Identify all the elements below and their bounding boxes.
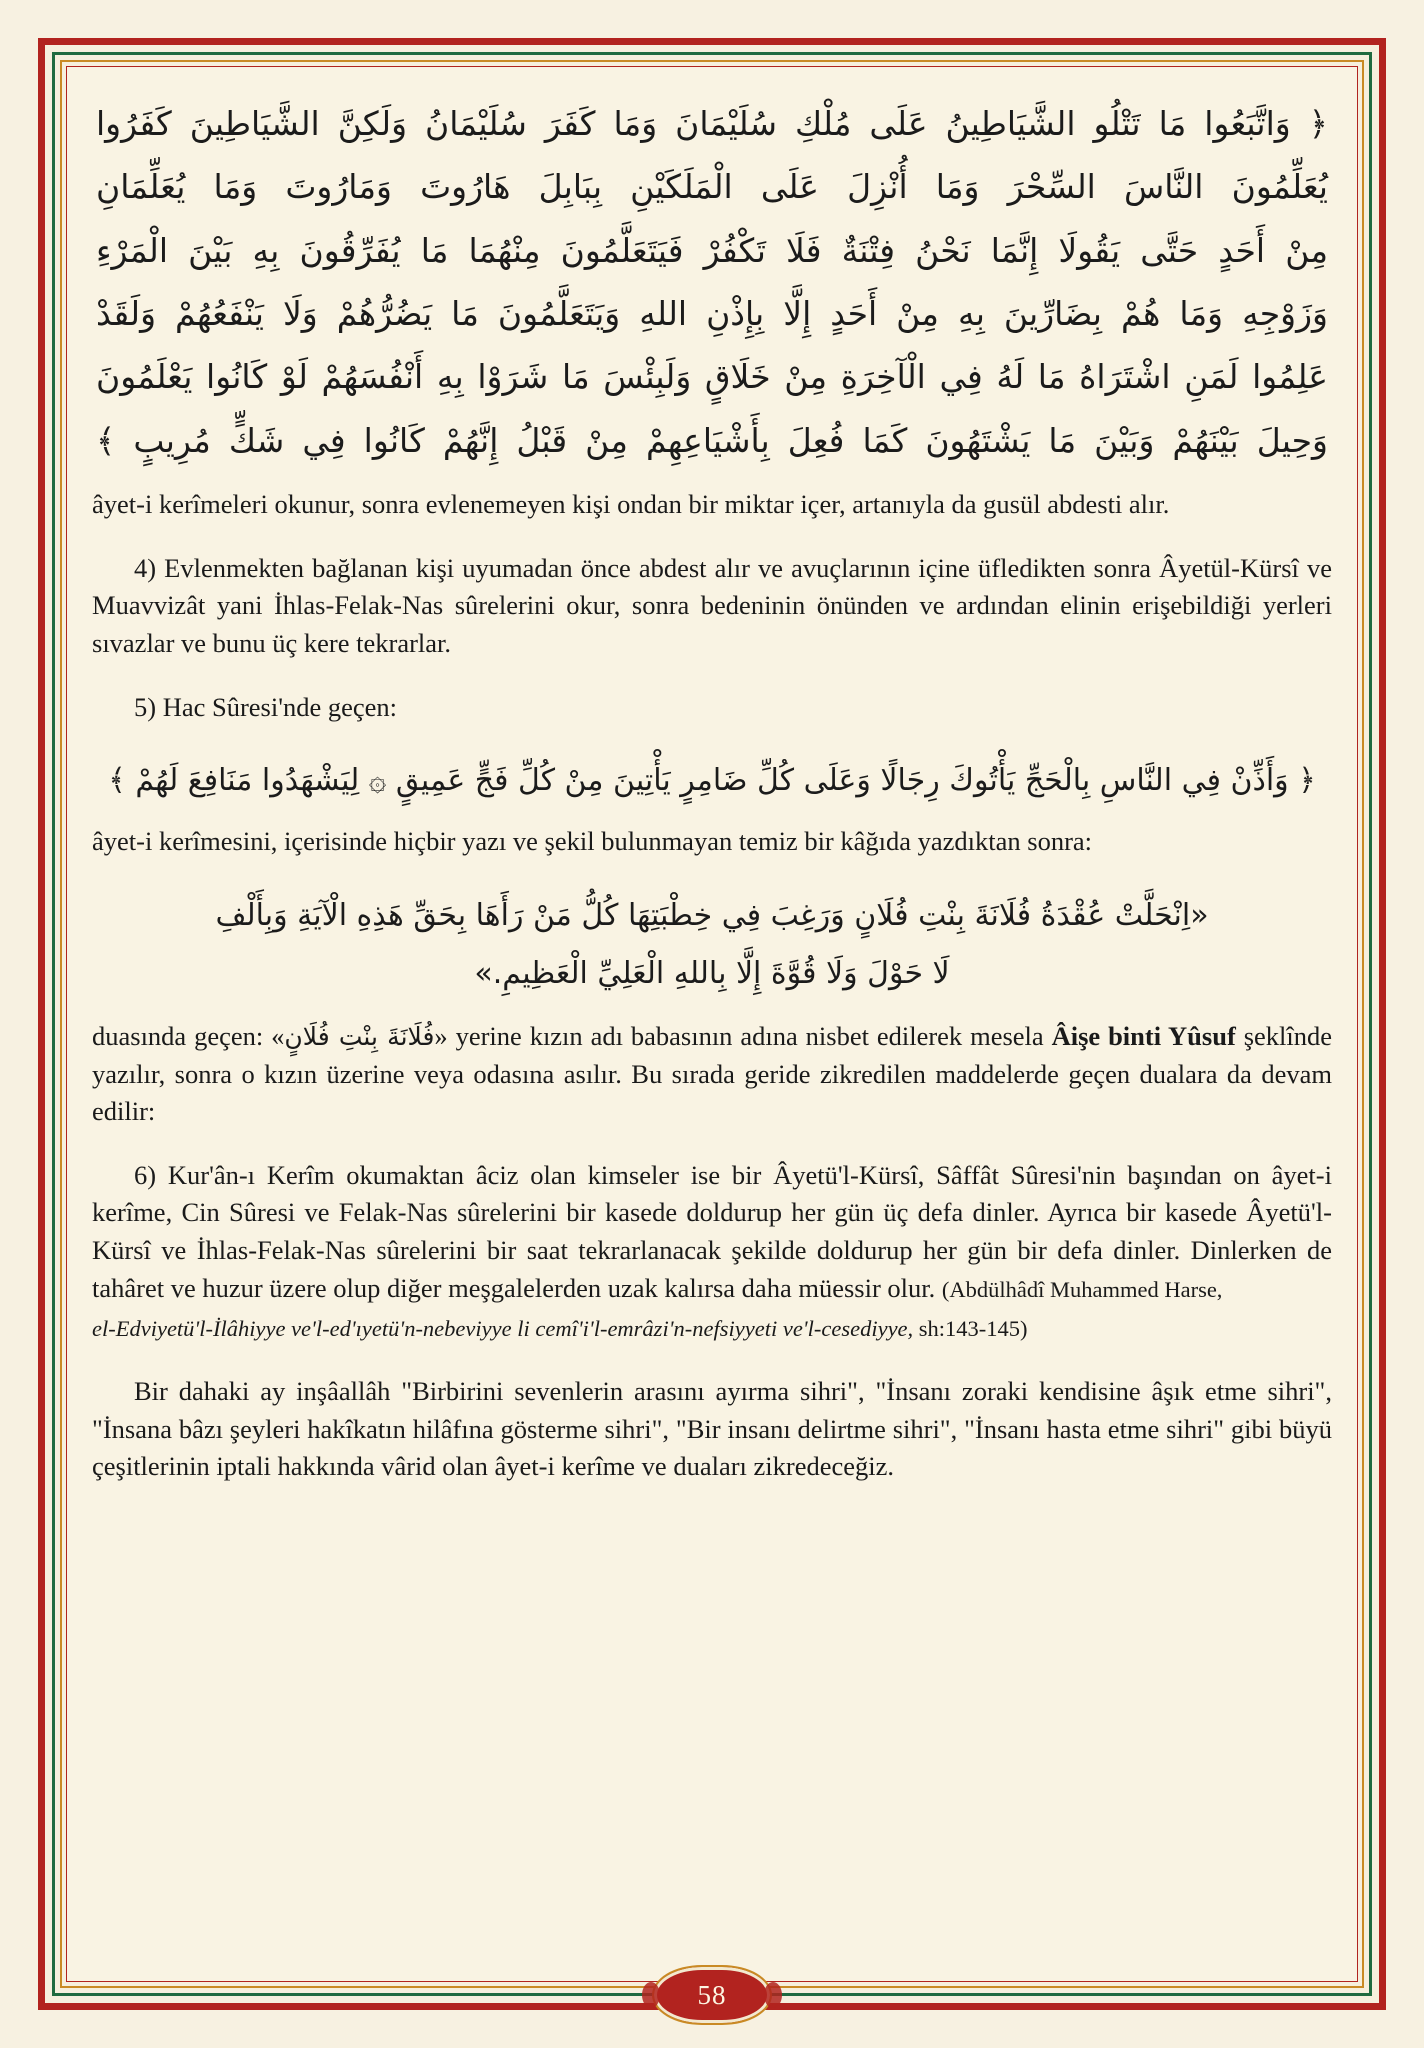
paragraph-item-6 bbox=[92, 1157, 1332, 1308]
paragraph-1: âyet-i kerîmeleri okunur, sonra evlenemeyen kişi ondan bir miktar içer, artanıyla da gusül abdesti alır. bbox=[92, 489, 1170, 520]
arabic-verse-block-1 bbox=[92, 92, 1332, 472]
arabic-line: عَلِمُوا لَمَنِ اشْتَرَاهُ مَا لَهُ فِي الْآخِرَةِ مِنْ خَلَاقٍ وَلَبِئْسَ مَا شَرَوْا بِهِ أَنْفُسَهُمْ لَوْ كَانُوا يَعْلَمُونَ bbox=[96, 357, 1328, 397]
citation-line-1: (Abdülhâdî Muhammed Harse, bbox=[941, 1276, 1223, 1302]
page-number: 58 bbox=[697, 1979, 727, 2010]
citation-pages: sh:143-145) bbox=[913, 1316, 1028, 1342]
citation-title: el-Edviyetü'l-İlâhiyye ve'l-ed'ıyetü'n-nebeviyye li cemî'i'l-emrâzi'n-nefsiyyeti ve'l-cesediyye, bbox=[92, 1316, 914, 1342]
arabic-verse-block-2: ﴿ وَأَذِّنْ فِي النَّاسِ بِالْحَجِّ يَأْتُوكَ رِجَالًا وَعَلَى كُلِّ ضَامِرٍ يَأْتِينَ مِنْ كُلِّ فَجٍّ عَمِيقٍ ۞ لِيَشْهَدُوا مَنَافِعَ لَهُمْ ﴾ bbox=[108, 763, 1316, 799]
arabic-dua-line: «اِنْحَلَّتْ عُقْدَةُ فُلَانَةَ بِنْتِ فُلَانٍ وَرَغِبَ فِي خِطْبَتِهَا كُلُّ مَنْ رَأَهَا بِحَقِّ هَذِهِ الْآيَةِ وَبِأَلْفِ bbox=[215, 897, 1209, 933]
paragraph-4: âyet-i kerîmesini, içerisinde hiçbir yazı ve şekil bulunmayan temiz bir kâğıda yazdıktan sonra: bbox=[92, 826, 1093, 857]
arabic-line: وَزَوْجِهِ وَمَا هُمْ بِضَارِّينَ بِهِ مِنْ أَحَدٍ إِلَّا بِإِذْنِ اللهِ وَيَتَعَلَّمُونَ مَا يَضُرُّهُمْ وَلَا يَنْفَعُهُمْ وَلَقَدْ bbox=[96, 294, 1328, 334]
page-number-badge bbox=[652, 1965, 772, 2025]
ornament-wing-left bbox=[642, 1982, 660, 2008]
ornament-wing-right bbox=[764, 1982, 782, 2008]
page-content bbox=[92, 92, 1332, 1956]
arabic-line: ﴿ وَاتَّبَعُوا مَا تَتْلُو الشَّيَاطِينُ عَلَى مُلْكِ سُلَيْمَانَ وَمَا كَفَرَ سُلَيْمَانُ وَلَكِنَّ الشَّيَاطِينَ كَفَرُوا bbox=[96, 104, 1328, 143]
paragraph-item-4: 4) Evlenmekten bağlanan kişi uyumadan önce abdest alır ve avuçlarının içine üfledikten sonra Âyetül-Kürsî ve Muavvizât yani İhlas-Felak-Nas sûrelerini okur, sonra bedeninin önünden ve ardından elinin erişebildiği yerleri sıvazlar ve bunu üç kere tekrarlar. bbox=[92, 552, 1332, 659]
citation-block bbox=[92, 1309, 1332, 1347]
para6-text: 6) Kur'ân-ı Kerîm okumaktan âciz olan kimseler ise bir Âyetü'l-Kürsî, Sâffât Sûresi'nin başından on âyet-i kerîme, Cin Sûresi ve Felak-Nas sûrelerini bir kasede doldurup her gün üç defa dinler. Ayrıca bir kasede Âyetü'l-Kürsî ve İhlas-Felak-Nas sûrelerini bir saat tekrarlanacak şekilde doldurup her gün bir defa dinler. Dinlerken de tahâret ve huzur üzere olup diğer meşgalelerden uzak kalırsa daha müessir olur. bbox=[92, 1159, 1332, 1303]
arabic-dua-block bbox=[92, 887, 1332, 1004]
paragraph-5 bbox=[92, 1018, 1332, 1131]
arabic-dua-line: لَا حَوْلَ وَلَا قُوَّةَ إِلَّا بِاللهِ الْعَلِيِّ الْعَظِيمِ.» bbox=[474, 956, 950, 992]
paragraph-item-5: 5) Hac Sûresi'nde geçen: bbox=[134, 691, 398, 722]
para5-arabic-name: فُلَانَةَ بِنْتِ فُلَانٍ bbox=[284, 1021, 435, 1051]
page-number-ornament bbox=[637, 1960, 787, 2030]
para5-mid: » yerine kızın adı babasının adına nisbet edilerek mesela bbox=[434, 1020, 1052, 1051]
para5-pre: duasında geçen: « bbox=[92, 1020, 285, 1051]
para5-post: şeklînde yazılır, sonra o kızın üzerine veya odasına asılır. Bu sırada geride zikredilen maddelerde geçen dualara da devam edilir: bbox=[92, 1020, 1332, 1127]
arabic-line: يُعَلِّمُونَ النَّاسَ السِّحْرَ وَمَا أُنْزِلَ عَلَى الْمَلَكَيْنِ بِبَابِلَ هَارُوتَ وَمَارُوتَ وَمَا يُعَلِّمَانِ bbox=[96, 167, 1328, 207]
arabic-line: وَحِيلَ بَيْنَهُمْ وَبَيْنَ مَا يَشْتَهُونَ كَمَا فُعِلَ بِأَشْيَاعِهِمْ مِنْ قَبْلُ إِنَّهُمْ كَانُوا فِي شَكٍّ مُرِيبٍ ﴾ bbox=[96, 420, 1328, 460]
arabic-line: مِنْ أَحَدٍ حَتَّى يَقُولَا إِنَّمَا نَحْنُ فِتْنَةٌ فَلَا تَكْفُرْ فَيَتَعَلَّمُونَ مِنْهُمَا مَا يُفَرِّقُونَ بِهِ بَيْنَ الْمَرْءِ bbox=[96, 230, 1328, 270]
para5-example-name: Âişe binti Yûsuf bbox=[1051, 1020, 1236, 1051]
paragraph-7: Bir dahaki ay inşâallâh "Birbirini sevenlerin arasını ayırma sihri", "İnsanı zoraki kendisine âşık etme sihri", "İnsana bâzı şeyleri hakîkatın hilâfına gösterme sihri", "Bir insanı delirtme sihri", "İnsanı hasta etme sihri" gibi büyü çeşitlerinin iptali hakkında vârid olan âyet-i kerîme ve duaları zikredeceğiz. bbox=[92, 1375, 1332, 1482]
